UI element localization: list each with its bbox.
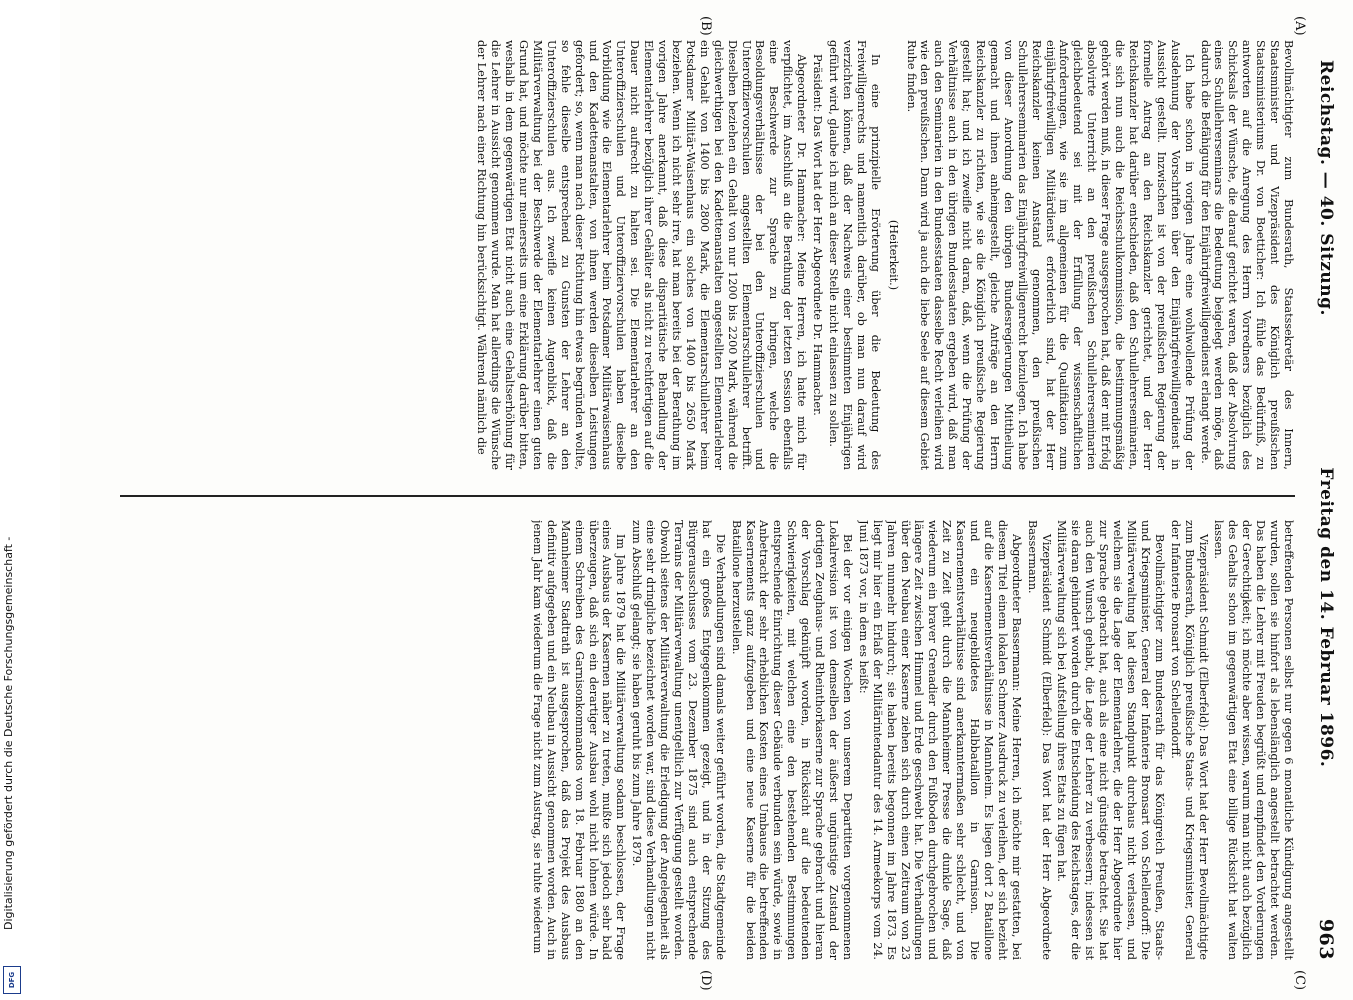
quotation: Bei der vor einigen Wochen von unserem Departitten vorgenommenen Lokalrevision ist von demselben der äußerst ungünstige Zustand der dortigen Zeughaus- und Rheinthorkaserne zur Sprache gebracht und hieran der Vorschlag geknüpft worden, in Rücksicht auf die bedeutenden Schwierigkeiten, mit welchen eine den bestehenden Bestimmungen entsprechende Einrichtung dieser Gebäude verbunden sein würde, sowie in Anbetracht der sehr erheblichen Kosten eines Umbaues die betreffenden Kasernements ganz aufzugeben und eine neue Kaserne für die beiden Bataillone herzustellen. bbox=[729, 520, 854, 960]
paragraph: Im Jahre 1879 hat die Militärverwaltung sodann beschlossen, der Frage eines Ausbaus der Kasernen näher zu treten, mußte sich jedoch sehr bald überzeugen, daß sich ein derartiger Ausbau wohl nicht lohnen würde. In einem Schreiben des Garnisonkommandos vom 18. Februar 1880 an den Mannheimer Stadtrath ist ausgesprochen, daß das Projekt des Ausbaus definitiv aufgegeben und ein Neubau in Aussicht genommen worden. Auch in jenem Jahr kam wiederum die Frage nicht zum Austrag, sie ruhte wiederum bbox=[530, 520, 628, 960]
paragraph: Bevollmächtigter zum Bundesrath für das Königreich Preußen, Staats- und Kriegsminister, General der Infanterie Bronsart von Schellendorff: Die Militärverwaltung hat diesen Standpunkt durchaus nicht verlassen, und welchem sie die Lage der Elementarlehrer, die der Herr Abgeordnete hier zur Sprache gebracht hat, auch als eine nicht günstige betrachtet. Sie hat auch den Wunsch gehabt, die Lage der Lehrer zu verbessern; indessen ist sie daran gehindert worden durch die Entscheidung des Reichstages, der die Militärverwaltung sich bei Aufstellung ihres Etats zu fügen hat. bbox=[1055, 520, 1166, 960]
right-column bbox=[106, 520, 1295, 960]
paragraph-vicepresident: Vizepräsident Schmidt (Elberfeld): Das Wort hat der Herr Abgeordnete Bassermann. bbox=[1025, 520, 1053, 960]
dfg-logo-text: DFG bbox=[8, 971, 16, 989]
paragraph: Abgeordneter Bassermann: Meine Herren, ich möchte mir gestatten, bei diesem Titel einem lokalen Schmerz Ausdruck zu verleihen, der sich bezieht auf die Kasernementsverhältnisse in Mannheim. Es liegen dort 2 Bataillone und ein neugebildetes Halbbataillon in Garnison. Die Kasernementsverhältnisse sind anerkanntermaßen sehr schlecht, und von Zeit zu Zeit geht durch die Mannheimer Presse die dunkle Sage, daß wiederum ein braver Grenadier durch den Fußboden durchgebrochen und längere Zeit zwischen Himmel und Erde geschwebt hat. Die Verhandlungen über den Neubau einer Kaserne ziehen sich durch einen Zeitraum von 23 Jahren nunmehr hindurch; sie haben bereits begonnen im Jahre 1873. Es liegt mir hier ein Erlaß der Militärintendantur des 14. Armeekorps vom 24. Juni 1873 vor, in dem es heißt: bbox=[856, 520, 1023, 960]
paragraph: Abgeordneter Dr. Hammacher: Meine Herren, ich hatte mich für verpflichtet, im Anschluß an die Berathung der letzten Session ebenfalls eine Beschwerde zur Sprache zu bringen, welche die Besoldungsverhältnisse der bei den Unteroffizierschulen und Unteroffiziervorschulen angestellten Elementarschullehrer betrifft. Dieselben beziehen ein Gehalt von nur 1200 bis 2200 Mark, während die gleichwerthigen bei den Kadettenanstalten angestellten Elementarlehrer ein Gehalt von 1400 bis 2800 Mark, die Elementarschullehrer beim Potsdamer Militär-Waisenhaus ein solches von 1400 bis 2650 Mark beziehen. Wenn ich nicht sehr irre, hat man bereits bei der Berathung im vorigen Jahre anerkannt, daß diese disparitätische Behandlung der Elementarlehrer bezüglich ihrer Gehälter als nicht zu rechtfertigen auf die Dauer nicht aufrecht zu halten sei. Die Elementarlehrer an den Unteroffizierschulen und Unteroffiziervorschulen haben dieselbe Vorbildung wie die Elementarlehrer beim Potsdamer Militärwaisenhaus und den Kadettenanstalten, von ihnen werden dieselben Leistungen gefordert; so, wenn man nach dieser Richtung hin etwas begründen wollte, so fehle dieselbe entsprechend zu Gunsten der Lehrer an den Unteroffizierschulen aus. Ich zweifle keinen Augenblick, daß die Militärverwaltung bei der Beschwerde der Elementarlehrer einen guten Grund hat, und möchte nur meinerseits um eine Erklärung darüber bitten, weshalb in dem gegenwärtigen Etat nicht auch eine Gehaltserhöhung für die Lehrer in Aussicht genommen wurde. Man hat allerdings die Wünsche der Lehrer nach einer Richtung hin berücksichtigt. Während nämlich die bbox=[475, 40, 809, 470]
running-head-date: Freitag den 14. Februar 1896. bbox=[1316, 467, 1336, 768]
paragraph: Die Verhandlungen sind damals weiter geführt worden, die Stadtgemeinde hat ein großes Entgegenkommen gezeigt, und in der Sitzung des Bürgerausschusses vom 23. Dezember 1875 sind auch entsprechende Terrains der Militärverwaltung unentgeltlich zur Verfügung gestellt worden. Obwohl seitens der Militärverwaltung die Erledigung der Angelegenheit als eine sehr dringliche bezeichnet worden war, sind diese Verhandlungen nicht zum Abschluß gelangt; sie haben geruht bis zum Jahre 1879. bbox=[630, 520, 727, 960]
dfg-logo-icon bbox=[3, 966, 21, 994]
margin-marker-b: (B) bbox=[698, 16, 713, 36]
paragraph-vicepresident: Vizepräsident Schmidt (Elberfeld): Das Wort hat der Herr Bevollmächtigte zum Bundesrath, Königlich preußische Staats- und Kriegsminister, General der Infanterie Bronsart von Schellendorff. bbox=[1168, 520, 1210, 960]
paragraph: Bevollmächtigter zum Bundesrath, Staatssekretär des Innern, Staatsminister und Vizepräsident des Königlich preußischen Staatsministeriums Dr. von Boetticher: Ich fühle das Bedürfniß, zu antworten auf die Anregung des Herrn Vorredners bezüglich des Schicksals der Wünsche, die darauf gerichtet waren, daß der Absolvirung eines Schullehrerseminars die Bedeutung beigelegt werden möge, daß dadurch die Befähigung für den Einjährigfreiwilligendienst erlangt werde. bbox=[1198, 40, 1295, 470]
scanned-page bbox=[60, 0, 1353, 1000]
paragraph: In eine prinzipielle Erörterung über die Bedeutung des Freiwilligenrechts und namentlich darüber, ob man nun darauf wird verzichten können, daß der Nachweis einer bestimmten Einjährigen geführt wird, glaube ich mich an dieser Stelle nicht einlassen zu sollen. bbox=[827, 40, 882, 470]
footer-text: Digitalisierung gefördert durch die Deutsche Forschungsgemeinschaft - bbox=[2, 536, 15, 930]
running-head-left: Reichstag. — 40. Sitzung. bbox=[1316, 60, 1336, 316]
margin-marker-c: (C) bbox=[1292, 970, 1307, 991]
paragraph-laughter: (Heiterkeit.) bbox=[886, 219, 900, 291]
paragraph-president: Präsident: Das Wort hat der Herr Abgeordnete Dr. Hammacher. bbox=[811, 54, 825, 416]
running-head bbox=[1309, 60, 1343, 960]
paragraph: betreffenden Personen selbst nur gegen 6 monatliche Kündigung angestellt wurden, sollen sie hinfort als lebenslänglich angestellt betrachtet werden. Das haben die Lehrer mit Freuden begrüßt und empfindet den Vorderungen der Gerechtigkeit; ich möchte aber wissen, warum man nicht auch bezüglich des Gehalts schon im gegenwärtigen Etat eine billige Rücksicht hat walten lassen. bbox=[1212, 520, 1295, 960]
column-divider bbox=[120, 495, 1295, 497]
paragraph: Ich habe schon in vorigen Jahre eine wohlwollende Prüfung der Ausdehnung der Vorschriften über den Einjährigfreiwilligendienst in Aussicht gestellt. Inzwischen ist von der preußischen Regierung der formelle Antrag an den Reichskanzler gerichtet, und der Herr Reichskanzler hat darüber entschieden, daß den Schullehrerseminarien, die sich nun auch die Reichsschulkommission, die bestimmungsmäßig gehört werden muß, in dieser Frage ausgesprochen hat, daß der mit Erfolg absolvirte Unterricht an den preußischen Schullehrerseminarien gleichbedeutend sei mit der Erfüllung der wissenschaftlichen Anforderungen, wie sie im allgemeinen für die Qualifikation zum einjährigfreiwilligen Militärdienst erforderlich sind, hat der Herr Reichskanzler keinen Anstand genommen, den preußischen Schullehrerseminarien das Einjährigfreiwilligenrecht beizulegen. Ich habe von dieser Anordnung den übrigen Bundesregierungen Mittheilung gemacht und ihnen anheimgestellt, gleiche Anträge an den Herrn Reichskanzler zu richten, wie sie die Königlich preußische Regierung gestellt hat; und ich zweifle nicht daran, daß, wenn die Prüfung der Verhältnisse auch in den übrigen Bundesstaaten ergeben wird, daß man auch den Seminarien in den Bundesstaaten dasselbe Recht verleihen wird wie den preußischen. Dann wird ja auch die liebe Seele auf diesem Gebiet Ruhe finden. bbox=[904, 40, 1196, 470]
left-column bbox=[106, 40, 1295, 470]
margin-marker-a: (A) bbox=[1292, 16, 1307, 36]
page-number: 963 bbox=[1315, 918, 1337, 960]
margin-marker-d: (D) bbox=[698, 970, 713, 991]
digitization-footer bbox=[2, 40, 22, 1000]
